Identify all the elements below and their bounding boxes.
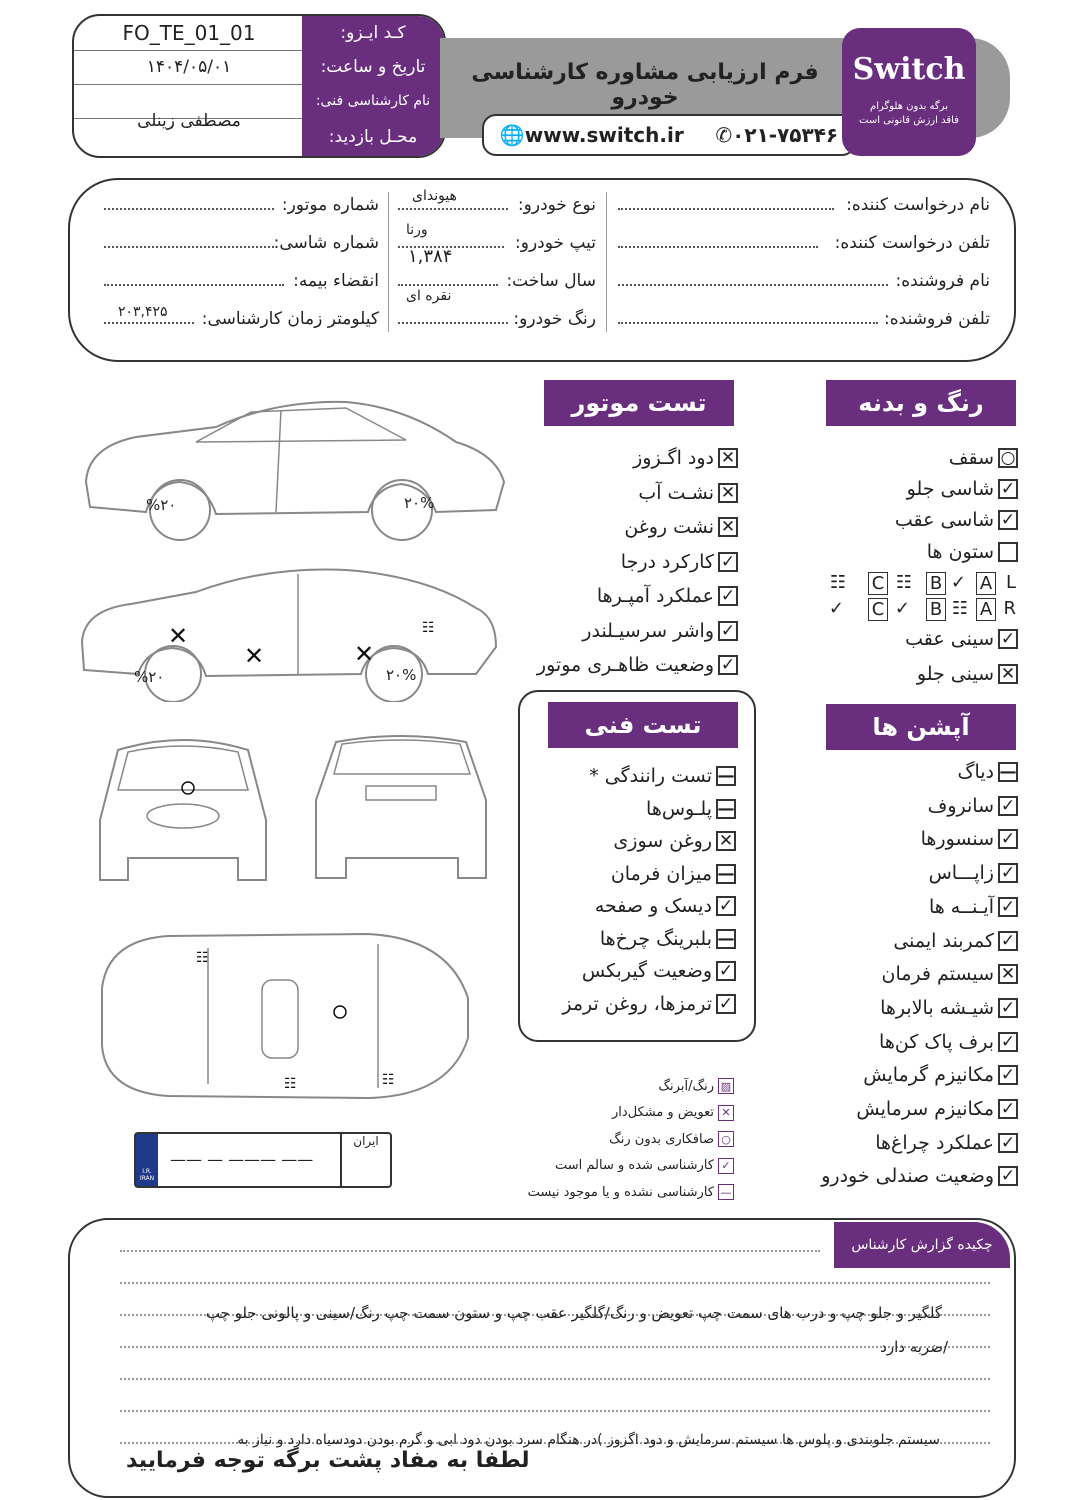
seller-name-label: نام فروشنده: bbox=[895, 271, 990, 291]
year-value: ۱,۳۸۴ bbox=[408, 246, 453, 267]
datetime-label: تاریخ و ساعت: bbox=[302, 50, 444, 84]
legend-label: رنگ/آبرنگ bbox=[658, 1078, 714, 1094]
engine-test-item-checkbox[interactable]: ✕ bbox=[718, 483, 738, 503]
engine-test-item[interactable] bbox=[624, 513, 738, 541]
requester-phone-label: تلفن درخواست کننده: bbox=[834, 233, 990, 253]
requester-name-field[interactable] bbox=[618, 208, 834, 210]
paint-mark: ☷ bbox=[196, 950, 209, 966]
legend-swatch: ✕ bbox=[718, 1105, 734, 1121]
legend-swatch: — bbox=[718, 1184, 734, 1200]
legend-label: کارشناسی نشده و یا موجود نیست bbox=[527, 1184, 714, 1200]
option-item[interactable] bbox=[875, 1129, 1018, 1157]
requester-phone-field[interactable] bbox=[618, 246, 818, 248]
pillar-row-right-mark: ✓ bbox=[828, 598, 844, 619]
plate-region: ایران bbox=[340, 1134, 390, 1186]
paint-body-item[interactable] bbox=[895, 506, 1018, 534]
tech-test-item-label: پلـوس‌ها bbox=[646, 797, 712, 820]
legend-swatch: ✓ bbox=[718, 1158, 734, 1174]
damage-mark-circle bbox=[182, 782, 194, 794]
seller-phone-field[interactable] bbox=[618, 322, 878, 324]
chassis-number-field[interactable] bbox=[104, 246, 274, 248]
color-field[interactable] bbox=[398, 322, 508, 324]
location-label: محـل بازدید: bbox=[302, 118, 444, 156]
legend-swatch: ○ bbox=[718, 1131, 734, 1147]
option-item-checkbox[interactable]: ✓ bbox=[998, 829, 1018, 849]
paint-body-item-label: سقف bbox=[948, 447, 994, 469]
paint-body-item-checkbox[interactable]: ○ bbox=[998, 448, 1018, 468]
iso-value: FO_TE_01_01 bbox=[122, 21, 256, 45]
summary-line bbox=[120, 1250, 820, 1252]
paint-mark: ☷ bbox=[422, 620, 435, 636]
pillar-b-left[interactable]: B bbox=[926, 572, 946, 595]
datetime-row bbox=[74, 50, 444, 85]
year-label: سال ساخت: bbox=[506, 271, 596, 291]
engine-test-item[interactable] bbox=[633, 444, 738, 472]
expert-value: مصطفی زینلی bbox=[137, 111, 241, 131]
km-value: ۲۰۳,۴۲۵ bbox=[118, 304, 168, 320]
engine-test-item-checkbox[interactable]: ✓ bbox=[718, 552, 738, 572]
location-value bbox=[84, 118, 294, 156]
option-item-checkbox[interactable]: ✓ bbox=[998, 897, 1018, 917]
engine-test-header: تست موتور bbox=[544, 380, 734, 426]
paint-mark: ☷ bbox=[382, 1072, 395, 1088]
paint-body-item-checkbox[interactable]: ✓ bbox=[998, 510, 1018, 530]
pillar-b-left-mark: ✓ bbox=[950, 572, 966, 593]
car-model-value: ورنا bbox=[406, 222, 428, 238]
car-type-value: هیوندای bbox=[412, 188, 457, 204]
pillar-c-right-mark: ✓ bbox=[894, 598, 910, 619]
paint-body-item[interactable] bbox=[905, 625, 1018, 653]
pillar-right-side: R bbox=[1003, 598, 1016, 619]
option-item-label: آیـنــه ها bbox=[928, 895, 994, 918]
car-type-field[interactable] bbox=[398, 208, 508, 210]
damage-mark-x: ✕ bbox=[244, 642, 265, 670]
expert-row bbox=[74, 84, 444, 131]
car-left-side-diagram bbox=[76, 392, 510, 542]
tech-test-item[interactable] bbox=[589, 762, 736, 790]
option-item-checkbox[interactable]: ✕ bbox=[998, 964, 1018, 984]
option-item[interactable] bbox=[921, 825, 1018, 853]
iso-label: کـد ایـزو: bbox=[302, 16, 444, 50]
tech-test-item-label: بلبرینگ چرخ‌ها bbox=[599, 927, 712, 950]
pillar-grid bbox=[818, 572, 1018, 628]
option-item[interactable] bbox=[880, 994, 1018, 1022]
option-item-checkbox[interactable]: ✓ bbox=[998, 863, 1018, 883]
seller-name-field[interactable] bbox=[618, 284, 888, 286]
tech-test-item[interactable] bbox=[600, 925, 736, 953]
color-value: نقره ای bbox=[406, 288, 452, 304]
paint-body-item-checkbox[interactable]: ✓ bbox=[998, 479, 1018, 499]
option-item-checkbox[interactable]: ✓ bbox=[998, 1166, 1018, 1186]
legend-item bbox=[658, 1078, 734, 1094]
legend-item bbox=[609, 1131, 734, 1147]
option-item-label: زاپـــاس bbox=[928, 862, 994, 885]
option-item-checkbox[interactable]: ✓ bbox=[998, 796, 1018, 816]
insurance-field[interactable] bbox=[104, 284, 284, 286]
car-type-label: نوع خودرو: bbox=[517, 195, 596, 215]
option-item-checkbox[interactable]: ✓ bbox=[998, 1099, 1018, 1119]
engine-test-item-label: نشت روغن bbox=[624, 516, 714, 538]
engine-test-item-label: عملکرد آمپـرها bbox=[596, 585, 714, 607]
plate-country-strip: I.R. IRAN bbox=[136, 1134, 158, 1186]
option-item-checkbox[interactable]: ✓ bbox=[998, 1032, 1018, 1052]
km-label: کیلومتر زمان کارشناسی: bbox=[201, 309, 379, 329]
pillar-c-right[interactable]: C bbox=[868, 598, 888, 621]
car-top-diagram bbox=[88, 928, 478, 1104]
logo: Switch bbox=[852, 52, 966, 87]
tech-test-item-label: دیسک و صفحه bbox=[594, 895, 712, 917]
paint-body-item-label: شاسی عقب bbox=[894, 509, 994, 531]
tech-test-item-label: وضعیت گیربکس bbox=[581, 960, 712, 982]
tire-rear-right-percent: %۲۰ bbox=[134, 668, 165, 686]
divider bbox=[388, 192, 390, 332]
legend-item bbox=[555, 1158, 734, 1174]
option-item-label: شیـشه بالابرها bbox=[880, 996, 994, 1019]
damage-mark-circle bbox=[334, 1006, 346, 1018]
engine-number-label: شماره موتور: bbox=[281, 195, 379, 215]
tire-rear-left-percent: %۲۰ bbox=[146, 496, 177, 514]
engine-number-field[interactable] bbox=[104, 208, 274, 210]
tech-test-item[interactable] bbox=[582, 957, 736, 985]
phone-icon: ✆ bbox=[715, 123, 733, 147]
contact-bar bbox=[482, 114, 856, 156]
option-item[interactable] bbox=[957, 758, 1018, 786]
paint-body-item-label: شاسی جلو bbox=[906, 478, 994, 500]
summary-text-line-3: سیستم جلوبندی و پلوس ها سیستم سرمایش و دود اگزوز )در هنگام سرد بودن دود ابی و گرم بودن دودسیاه دارد و نیاز به bbox=[237, 1432, 940, 1448]
tech-test-item-label: ترمزها، روغن ترمز bbox=[562, 992, 712, 1015]
option-item-label: وضعیت صندلی خودرو bbox=[821, 1165, 994, 1188]
option-item-label: سانروف bbox=[927, 794, 994, 817]
tech-test-item-label: تست رانندگی * bbox=[589, 765, 712, 787]
engine-test-item[interactable] bbox=[621, 548, 738, 576]
requester-name-label: نام درخواست کننده: bbox=[846, 195, 990, 215]
tire-front-left-percent: ۲۰% bbox=[404, 494, 435, 512]
tech-test-item-checkbox[interactable]: — bbox=[717, 798, 735, 819]
option-item-label: برف پاک کن‌ها bbox=[879, 1030, 994, 1053]
option-item-label: مکانیزم سرمایش bbox=[856, 1098, 994, 1120]
legend-item bbox=[612, 1105, 734, 1121]
datetime-value: ۱۴۰۴/۰۵/۰۱ bbox=[146, 57, 232, 77]
seller-phone-label: تلفن فروشنده: bbox=[884, 309, 990, 329]
option-item-checkbox[interactable]: ✓ bbox=[998, 931, 1018, 951]
engine-test-item-label: کارکرد درجا bbox=[620, 550, 714, 573]
car-rear-diagram bbox=[306, 730, 496, 886]
damage-mark-x: ✕ bbox=[354, 640, 375, 668]
option-item[interactable] bbox=[879, 1028, 1018, 1056]
header-info-box bbox=[72, 14, 446, 158]
chassis-number-label: شماره شاسی: bbox=[273, 233, 379, 253]
tech-test-item-checkbox[interactable]: ✕ bbox=[716, 831, 736, 851]
engine-test-item[interactable] bbox=[537, 651, 738, 679]
legend-label: تعویض و مشکل‌دار bbox=[612, 1105, 714, 1120]
tire-front-right-percent: ۲۰% bbox=[386, 666, 417, 684]
color-label: رنگ خودرو: bbox=[513, 309, 596, 329]
option-item-checkbox[interactable]: — bbox=[999, 762, 1017, 782]
option-item[interactable] bbox=[881, 960, 1018, 988]
tech-test-item-label: روغن سوزی bbox=[613, 830, 712, 852]
insurance-label: انقضاء بیمه: bbox=[293, 271, 379, 291]
engine-test-item-checkbox[interactable]: ✓ bbox=[718, 586, 738, 606]
option-item[interactable] bbox=[856, 1095, 1018, 1123]
plate-number-placeholder: —— — ——— —— bbox=[170, 1150, 314, 1169]
legend-item bbox=[528, 1184, 734, 1200]
km-field[interactable] bbox=[104, 322, 194, 324]
paint-body-item-checkbox[interactable]: ✕ bbox=[998, 664, 1018, 684]
tech-test-item[interactable] bbox=[562, 990, 736, 1018]
pillar-a-left[interactable]: A bbox=[976, 572, 996, 595]
summary-line bbox=[120, 1282, 990, 1284]
pillar-b-right-mark: ☷ bbox=[951, 598, 968, 619]
tech-test-header: تست فنی bbox=[548, 702, 738, 748]
option-item-checkbox[interactable]: ✓ bbox=[998, 1133, 1018, 1153]
engine-test-item-checkbox[interactable]: ✓ bbox=[718, 655, 738, 675]
car-front-diagram bbox=[88, 730, 278, 886]
engine-test-item-checkbox[interactable]: ✕ bbox=[718, 517, 738, 537]
website[interactable]: 🌐www.switch.ir bbox=[499, 123, 684, 147]
form-title: فرم ارزیابی مشاوره کارشناسی خودرو bbox=[471, 60, 819, 110]
engine-test-item-label: دود اگـزوز bbox=[633, 447, 714, 469]
paint-body-item-label: سینی عقب bbox=[905, 628, 994, 650]
option-item[interactable] bbox=[821, 1162, 1018, 1190]
engine-test-item[interactable] bbox=[638, 479, 738, 507]
engine-test-item-checkbox[interactable]: ✕ bbox=[718, 448, 738, 468]
engine-test-item-label: نشـت آب bbox=[638, 481, 714, 504]
logo-box bbox=[842, 28, 976, 156]
engine-test-item-label: وضعیت ظاهـری موتور bbox=[536, 654, 714, 676]
legend-label: صافکاری بدون رنگ bbox=[609, 1131, 714, 1147]
option-item[interactable] bbox=[929, 893, 1018, 921]
paint-body-item-label: ستون ها bbox=[926, 541, 994, 563]
license-plate[interactable] bbox=[134, 1132, 392, 1188]
tech-test-item-checkbox[interactable]: ✓ bbox=[716, 896, 736, 916]
logo-tagline: برگه بدون هلوگرام فاقد ارزش قانونی است bbox=[859, 101, 959, 126]
damage-mark-x: ✕ bbox=[168, 622, 189, 650]
option-item[interactable] bbox=[928, 792, 1018, 820]
tech-test-item-checkbox[interactable]: ✓ bbox=[716, 961, 736, 981]
paint-body-item[interactable] bbox=[949, 444, 1018, 472]
option-item[interactable] bbox=[863, 1061, 1018, 1089]
pillar-c-left-mark: ☷ bbox=[895, 572, 912, 593]
summary-header: چکیده گزارش کارشناس bbox=[834, 1222, 1010, 1268]
pillar-row-left-mark: ☷ bbox=[829, 572, 846, 593]
paint-body-header: رنگ و بدنه bbox=[826, 380, 1016, 426]
footer-note: لطفا به مفاد پشت برگه توجه فرمایید bbox=[126, 1448, 530, 1473]
tech-test-item[interactable] bbox=[595, 892, 736, 920]
engine-test-item-checkbox[interactable]: ✓ bbox=[718, 621, 738, 641]
option-item-label: مکانیزم گرمایش bbox=[863, 1064, 994, 1087]
paint-body-item-label: سینی جلو bbox=[916, 663, 994, 685]
engine-test-item-label: واشر سرسیـلندر bbox=[582, 619, 714, 642]
iso-row bbox=[74, 16, 444, 51]
tech-test-item[interactable] bbox=[611, 860, 736, 888]
option-item-label: دیاگ bbox=[957, 761, 994, 783]
divider bbox=[606, 192, 608, 332]
paint-body-item[interactable] bbox=[927, 538, 1018, 566]
paint-body-item-checkbox[interactable]: ✓ bbox=[998, 629, 1018, 649]
year-field[interactable] bbox=[398, 284, 498, 286]
paint-mark: ☷ bbox=[284, 1076, 297, 1092]
car-model-label: تیپ خودرو: bbox=[515, 233, 596, 253]
summary-text-line-1: گلگیر و جلو چپ و درب های سمت چپ تعویض و رنگ/گلگیر عقب چپ و ستون سمت چپ رنگ/سینی و پالونی جلو چپ bbox=[205, 1304, 942, 1322]
location-row bbox=[74, 118, 444, 156]
option-item-label: سنسورها bbox=[920, 828, 994, 851]
option-item-checkbox[interactable]: ✓ bbox=[998, 1065, 1018, 1085]
engine-test-item[interactable] bbox=[597, 582, 738, 610]
option-item-label: عملکرد چراغ‌ها bbox=[875, 1131, 994, 1154]
pillar-c-left[interactable]: C bbox=[868, 572, 888, 595]
tech-test-item-checkbox[interactable]: ✓ bbox=[716, 994, 736, 1014]
paint-body-item[interactable] bbox=[907, 475, 1018, 503]
summary-line bbox=[120, 1410, 990, 1412]
phone[interactable]: ✆۰۲۱-۷۵۳۴۶ bbox=[715, 123, 839, 147]
option-item[interactable] bbox=[893, 927, 1018, 955]
options-header: آپشن ها bbox=[826, 704, 1016, 750]
paint-body-item-checkbox[interactable] bbox=[998, 542, 1018, 562]
paint-body-item[interactable] bbox=[917, 660, 1018, 688]
summary-text-line-2: /ضربه دارد bbox=[880, 1338, 948, 1356]
summary-line bbox=[120, 1378, 990, 1380]
tech-test-item-checkbox[interactable]: — bbox=[717, 766, 735, 786]
expert-label: نام کارشناسی فنی: bbox=[302, 84, 444, 118]
option-item-checkbox[interactable]: ✓ bbox=[998, 998, 1018, 1018]
option-item[interactable] bbox=[929, 859, 1018, 887]
legend-swatch: ▨ bbox=[718, 1078, 734, 1094]
pillar-a-right[interactable]: A bbox=[976, 598, 996, 621]
tech-test-item-checkbox[interactable]: — bbox=[717, 863, 735, 884]
pillar-b-right[interactable]: B bbox=[926, 598, 946, 621]
tech-test-item-checkbox[interactable]: — bbox=[717, 928, 735, 949]
globe-icon: 🌐 bbox=[499, 123, 525, 147]
tech-test-item-label: میزان فرمان bbox=[610, 862, 712, 885]
option-item-label: کمربند ایمنی bbox=[893, 929, 994, 952]
pillar-left-side: L bbox=[1005, 572, 1016, 593]
option-item-label: سیستم فرمان bbox=[881, 963, 994, 986]
tech-test-item[interactable] bbox=[613, 827, 736, 855]
engine-test-item[interactable] bbox=[582, 617, 738, 645]
legend-label: کارشناسی شده و سالم است bbox=[554, 1158, 714, 1173]
tech-test-item[interactable] bbox=[646, 795, 736, 823]
